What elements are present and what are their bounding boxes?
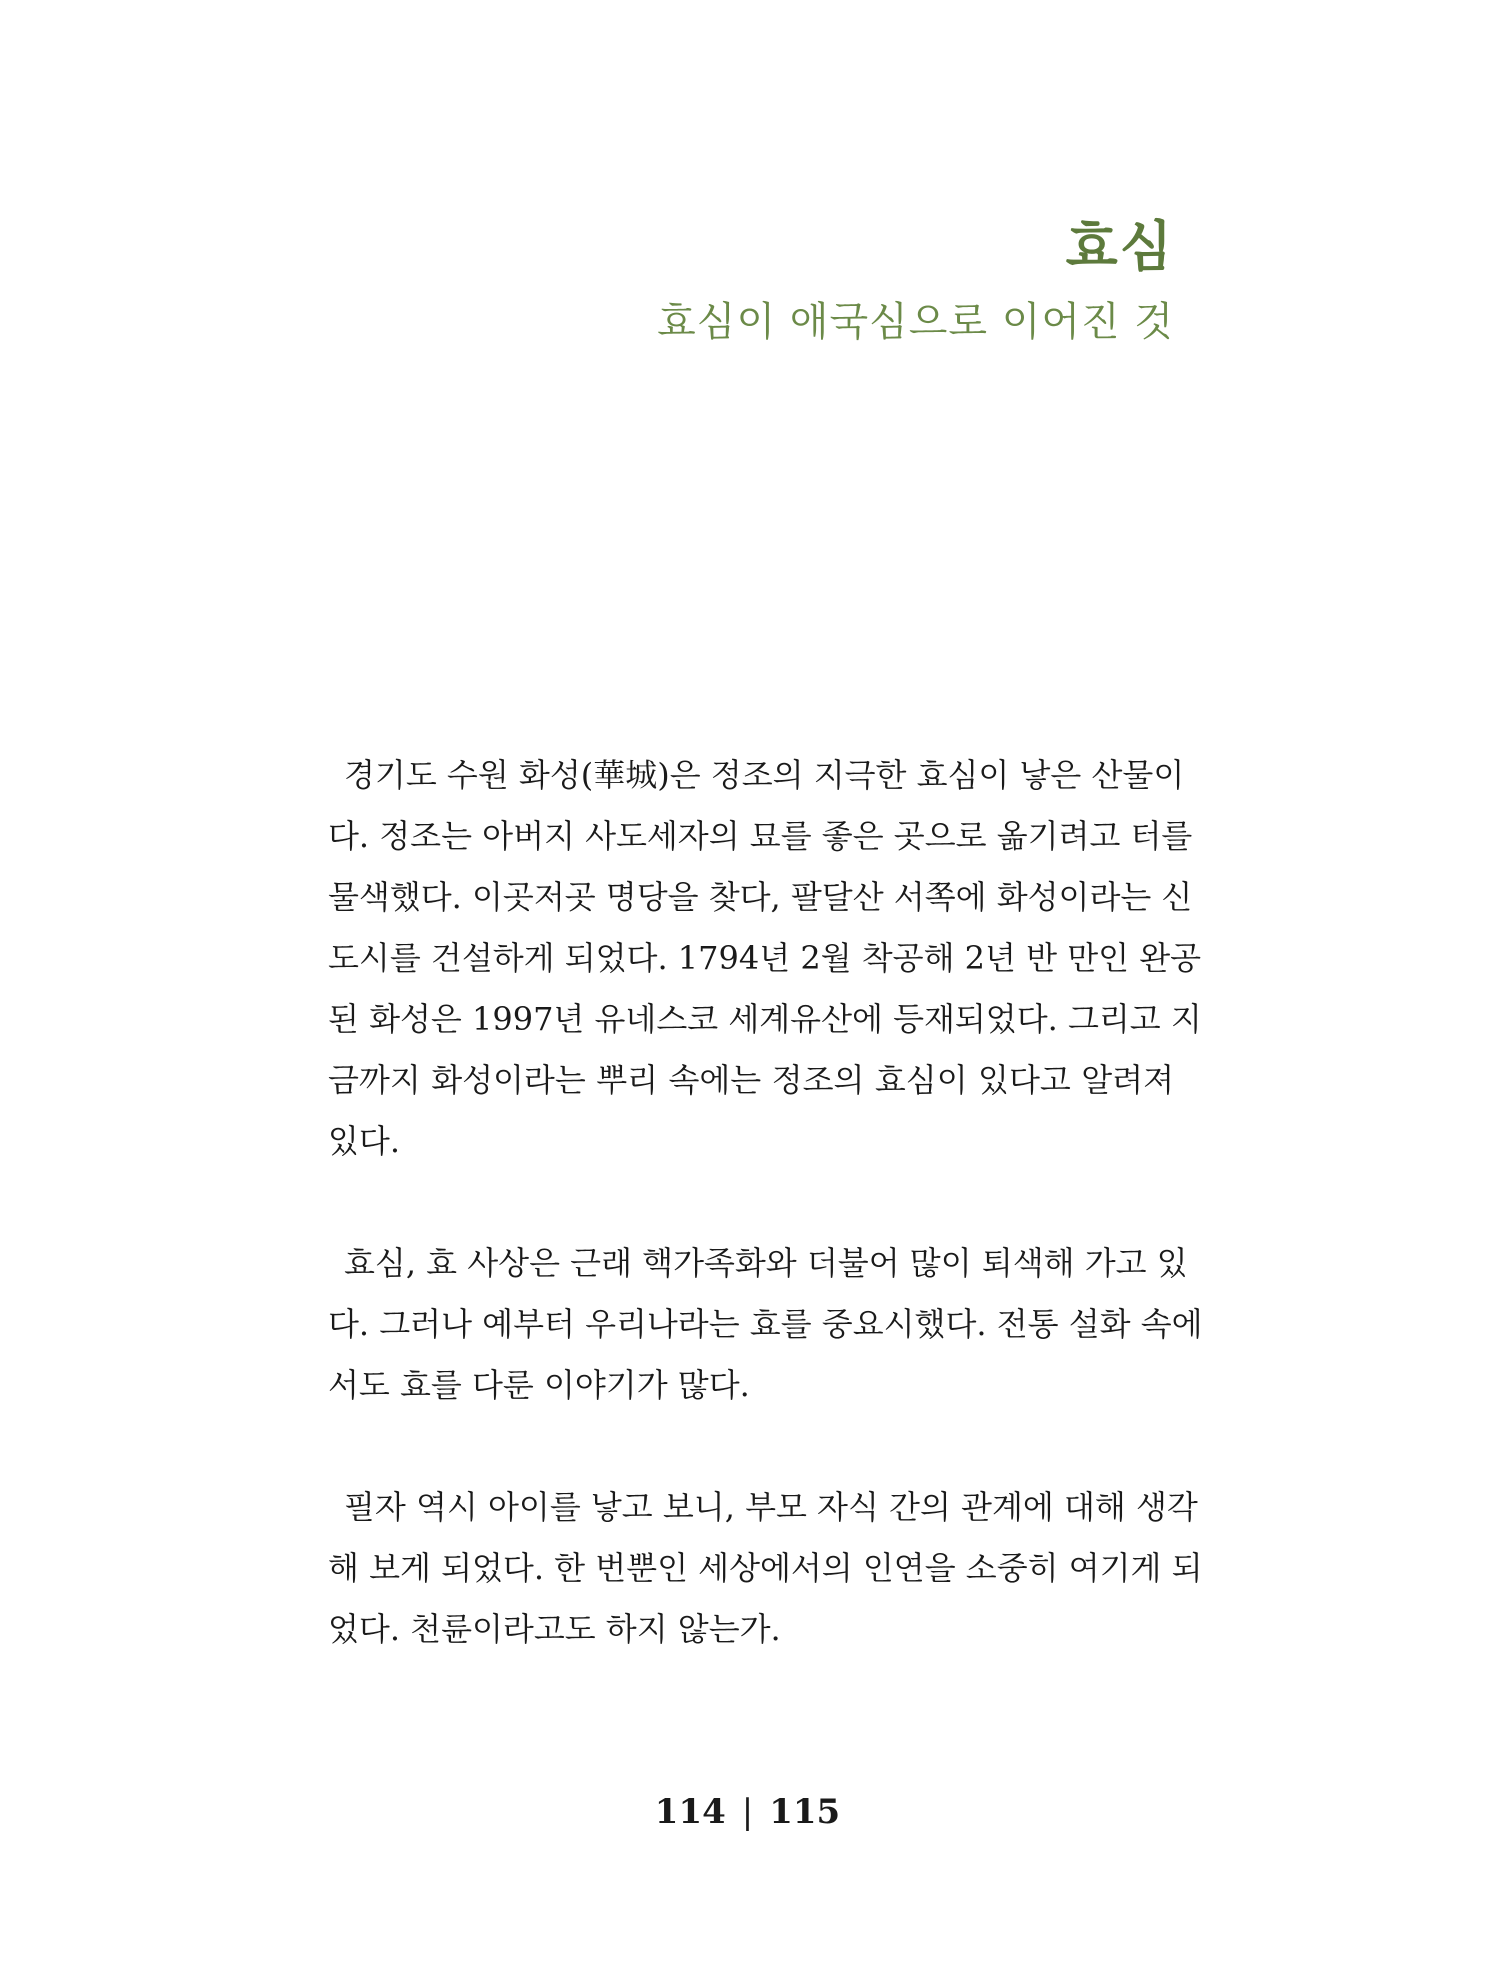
page-number-left: 114 (654, 1792, 726, 1832)
text-line: 다. 정조는 아버지 사도세자의 묘를 좋은 곳으로 옮기려고 터를 (328, 817, 1193, 855)
paragraph-1 (312, 745, 1202, 1172)
text-line: 있다. (328, 1122, 400, 1160)
paragraph-3 (312, 1477, 1203, 1660)
paragraph-2 (312, 1233, 1203, 1416)
page-numbers (0, 1792, 1495, 1832)
chapter-header (657, 215, 1174, 345)
page-number-separator: | (741, 1792, 754, 1832)
text-line: 경기도 수원 화성(華城)은 정조의 지극한 효심이 낳은 산물이 (344, 756, 1185, 794)
chapter-subtitle: 효심이 애국심으로 이어진 것 (657, 299, 1174, 345)
text-line: 었다. 천륜이라고도 하지 않는가. (328, 1610, 781, 1648)
text-line: 금까지 화성이라는 뿌리 속에는 정조의 효심이 있다고 알려져 (328, 1061, 1174, 1099)
text-line: 물색했다. 이곳저곳 명당을 찾다, 팔달산 서쪽에 화성이라는 신 (328, 878, 1193, 916)
text-line: 효심, 효 사상은 근래 핵가족화와 더불어 많이 퇴색해 가고 있 (344, 1244, 1188, 1282)
page-number-right: 115 (769, 1792, 841, 1832)
text-line: 다. 그러나 예부터 우리나라는 효를 중요시했다. 전통 설화 속에 (328, 1305, 1203, 1343)
body-text (312, 745, 1203, 1721)
text-line: 된 화성은 1997년 유네스코 세계유산에 등재되었다. 그리고 지 (328, 1000, 1202, 1038)
text-line: 해 보게 되었다. 한 번뿐인 세상에서의 인연을 소중히 여기게 되 (328, 1549, 1203, 1587)
text-line: 필자 역시 아이를 낳고 보니, 부모 자식 간의 관계에 대해 생각 (344, 1488, 1198, 1526)
text-line: 도시를 건설하게 되었다. 1794년 2월 착공해 2년 반 만인 완공 (328, 939, 1202, 977)
chapter-title: 효심 (1065, 215, 1174, 278)
text-line: 서도 효를 다룬 이야기가 많다. (328, 1366, 750, 1404)
